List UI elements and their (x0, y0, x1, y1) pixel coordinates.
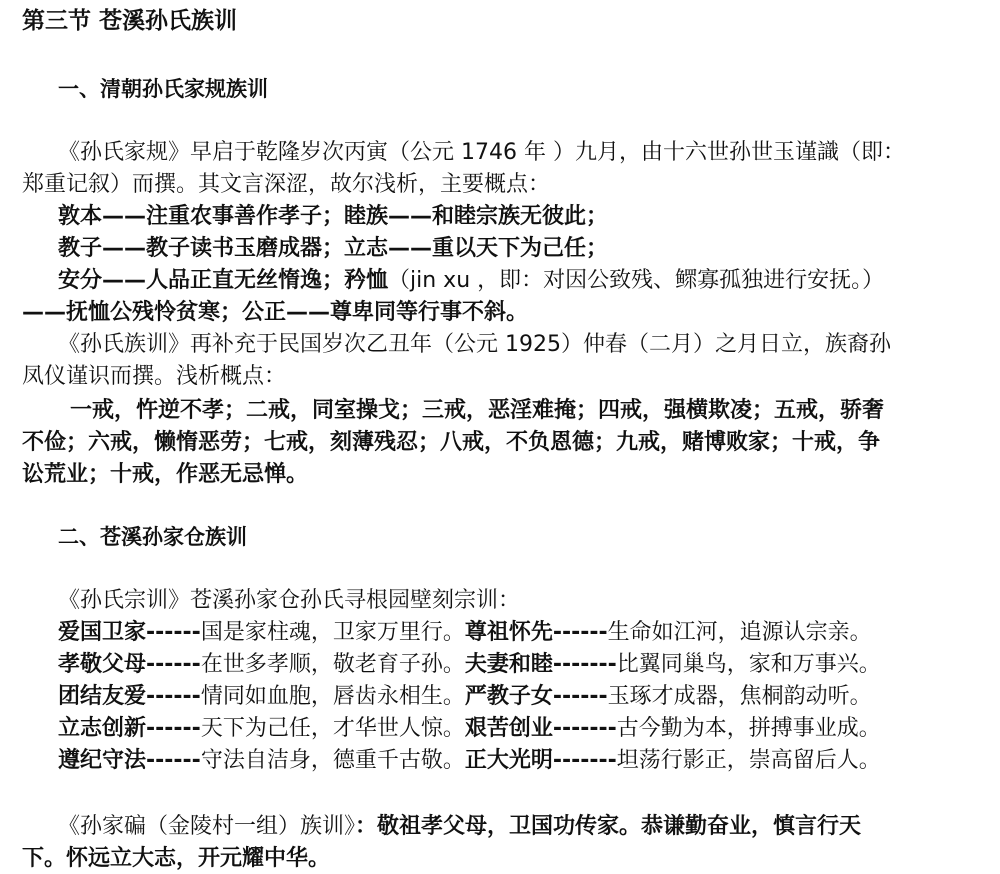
motto-dash: ------ (552, 620, 608, 645)
jiagui-intro-line-1: 《孙氏家规》早启于乾隆岁次丙寅（公元 1746 年 ）九月，由十六世孙世玉谨識（即： (58, 140, 905, 165)
heading-part1: 一、清朝孙氏家规族训 (58, 77, 268, 101)
motto-key: 夫妻和睦 (464, 652, 553, 677)
section-title: 第三节 苍溪孙氏族训 (22, 8, 238, 34)
motto-value: 情同如血胞，唇齿永相生。 (200, 684, 465, 709)
jiagui-point-1: 敦本——注重农事善作孝子；睦族——和睦宗族无彼此； (58, 204, 609, 229)
motto-dash: ------ (146, 652, 201, 677)
motto-value: 坦荡行影正，崇高留后人。 (616, 748, 881, 773)
motto-key: 爱国卫家 (58, 620, 147, 645)
jiagui-point-3-cont: ——抚恤公残怜贫寒；公正——尊卑同等行事不斜。 (22, 300, 529, 325)
anfen-text: 安分——人品正直无丝惰逸；矜恤 (58, 268, 389, 293)
motto-row (58, 746, 881, 776)
motto-key: 严教子女 (464, 684, 553, 709)
jie-line-1: 一戒，忤逆不孝；二戒，同室操戈；三戒，恶淫难掩；四戒，强横欺凌；五戒，骄奢 (70, 398, 885, 423)
motto-dash: ------ (146, 620, 201, 645)
motto-key: 遵纪守法 (58, 748, 147, 773)
motto-value: 生命如江河，追源认宗亲。 (607, 620, 872, 645)
motto-value: 比翼同巢鸟，家和万事兴。 (616, 652, 881, 677)
motto-key: 孝敬父母 (58, 652, 147, 677)
motto-row (58, 618, 872, 648)
motto-dash: ------ (146, 684, 201, 709)
jiagui-point-2: 教子——教子读书玉磨成器；立志——重以天下为己任； (58, 236, 609, 261)
motto-value: 守法自洁身，德重千古敬。 (200, 748, 465, 773)
motto-row (58, 714, 881, 744)
motto-value: 国是家柱魂，卫家万里行。 (200, 620, 465, 645)
jinling-line-2: 下。怀远立大志，开元耀中华。 (22, 846, 331, 871)
motto-value: 古今勤为本，拼搏事业成。 (616, 716, 881, 741)
motto-key: 尊祖怀先 (464, 620, 553, 645)
motto-value: 在世多孝顺，敬老育子孙。 (200, 652, 465, 677)
jiagui-point-3 (58, 266, 884, 296)
jinling-line-1 (58, 812, 861, 842)
motto-dash: ------- (552, 748, 617, 773)
motto-dash: ------ (146, 748, 201, 773)
zuxun-intro-line-1: 《孙氏族训》再补充于民国岁次乙丑年（公元 1925）仲春（二月）之月日立，族裔孙 (58, 332, 891, 357)
jinling-text: ：敬祖孝父母，卫国功传家。恭谦勤奋业，慎言行天 (355, 814, 862, 839)
zuxun-intro-line-2: 凤仪谨识而撰。浅析概点： (22, 364, 287, 389)
motto-dash: ------ (552, 684, 608, 709)
zongxun-intro: 《孙氏宗训》苍溪孙家仓孙氏寻根园壁刻宗训： (58, 588, 521, 613)
jinling-title: 《孙家碥（金陵村一组）族训》 (58, 814, 356, 839)
motto-key: 正大光明 (464, 748, 553, 773)
motto-dash: ------- (552, 716, 617, 741)
jie-line-2: 不俭；六戒，懒惰恶劳；七戒，刻薄残忍；八戒，不负恩德；九戒，赌博败家；十戒，争 (22, 430, 881, 455)
anfen-note: （jin xu ，即：对因公致残、鳏寡孤独进行安抚。） (388, 268, 885, 293)
motto-dash: ------ (146, 716, 201, 741)
motto-row (58, 650, 881, 680)
motto-value: 天下为己任，才华世人惊。 (200, 716, 465, 741)
motto-value: 玉琢才成器，焦桐韵动听。 (607, 684, 872, 709)
motto-key: 立志创新 (58, 716, 147, 741)
motto-dash: ------- (552, 652, 617, 677)
motto-key: 艰苦创业 (464, 716, 553, 741)
jiagui-intro-line-2: 郑重记叙）而撰。其文言深涩，故尔浅析，主要概点： (22, 172, 551, 197)
motto-row (58, 682, 872, 712)
motto-key: 团结友爱 (58, 684, 147, 709)
heading-part2: 二、苍溪孙家仓族训 (58, 525, 247, 549)
jie-line-3: 讼荒业；十戒，作恶无忌惮。 (22, 462, 309, 487)
